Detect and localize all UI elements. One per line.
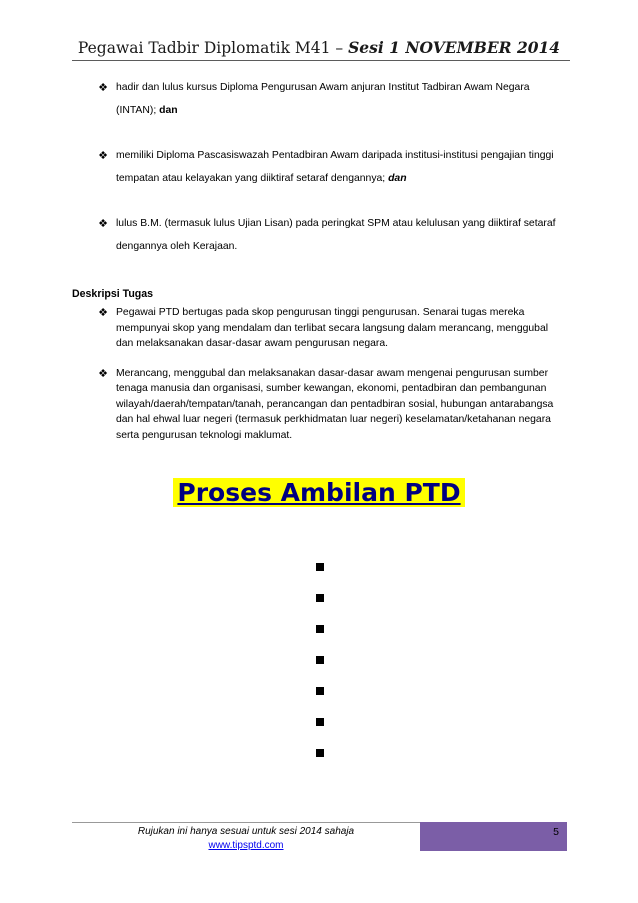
task-text: Merancang, menggubal dan melaksanakan dasar-dasar awam mengenai pengurusan sumber tenaga manusia dan organisasi, sumber kewangan, ekonomi, pentadbiran dan pembangunan wilayah/daerah/tempatan/tanah, perancangan dan pentadbiran sosial, hubungan antarabangsa dan hal ehwal luar negeri (termasuk perkhidmatan luar negeri) keselamatan/ketahanan negara serta pengurusan teknologi maklumat.	[116, 367, 554, 441]
page-number: 5	[553, 826, 559, 838]
section-title: Deskripsi Tugas	[72, 288, 154, 300]
requirement-text: memiliki Diploma Pascasiswazah Pentadbiran Awam daripada institusi-institusi pengajian tinggi tempatan atau kelayakan yang diiktiraf setaraf dengannya;	[116, 150, 554, 184]
square-bullet-icon	[316, 718, 324, 726]
list-item	[96, 212, 571, 258]
requirement-suffix: dan	[388, 173, 407, 184]
list-item	[96, 366, 556, 444]
footer-note: Rujukan ini hanya sesuai untuk sesi 2014 sahaja	[137, 826, 355, 837]
page-number-box	[420, 822, 567, 851]
square-bullet-icon	[316, 656, 324, 664]
requirement-suffix: dan	[159, 105, 178, 116]
footer-divider	[72, 822, 420, 823]
footer-link[interactable]: www.tipsptd.com	[208, 840, 284, 851]
diamond-bullet-icon: ❖	[98, 149, 108, 162]
header-title: Pegawai Tadbir Diplomatik M41 –	[77, 39, 349, 57]
requirement-text: hadir dan lulus kursus Diploma Pengurusan Awam anjuran Institut Tadbiran Awam Negara (INTAN);	[116, 82, 530, 116]
diamond-bullet-icon: ❖	[98, 366, 108, 380]
list-item	[96, 76, 571, 122]
diamond-bullet-icon: ❖	[98, 217, 108, 230]
square-bullet-list	[312, 563, 320, 780]
diamond-bullet-icon: ❖	[98, 306, 108, 319]
process-heading	[0, 478, 638, 507]
square-bullet-icon	[316, 625, 324, 633]
square-bullet-icon	[316, 563, 324, 571]
list-item	[96, 305, 556, 352]
square-bullet-icon	[316, 594, 324, 602]
header-session: Sesi 1 NOVEMBER 2014	[348, 38, 561, 57]
process-title: Proses Ambilan PTD	[173, 478, 464, 507]
list-item	[96, 144, 571, 190]
header-divider	[72, 60, 570, 61]
tasks-list	[96, 305, 556, 457]
requirement-text: lulus B.M. (termasuk lulus Ujian Lisan) pada peringkat SPM atau kelulusan yang diiktiraf setaraf dengannya oleh Kerajaan.	[116, 218, 556, 252]
diamond-bullet-icon: ❖	[98, 81, 108, 94]
requirements-list	[96, 76, 571, 280]
task-text: Pegawai PTD bertugas pada skop pengurusan tinggi pengurusan. Senarai tugas mereka mempunyai skop yang mendalam dan terlibat secara langsung dalam merancang, menggubal dan melaksanakan dasar-dasar awam pengurusan negara.	[116, 307, 549, 349]
square-bullet-icon	[316, 749, 324, 757]
page-header	[0, 38, 638, 57]
square-bullet-icon	[316, 687, 324, 695]
